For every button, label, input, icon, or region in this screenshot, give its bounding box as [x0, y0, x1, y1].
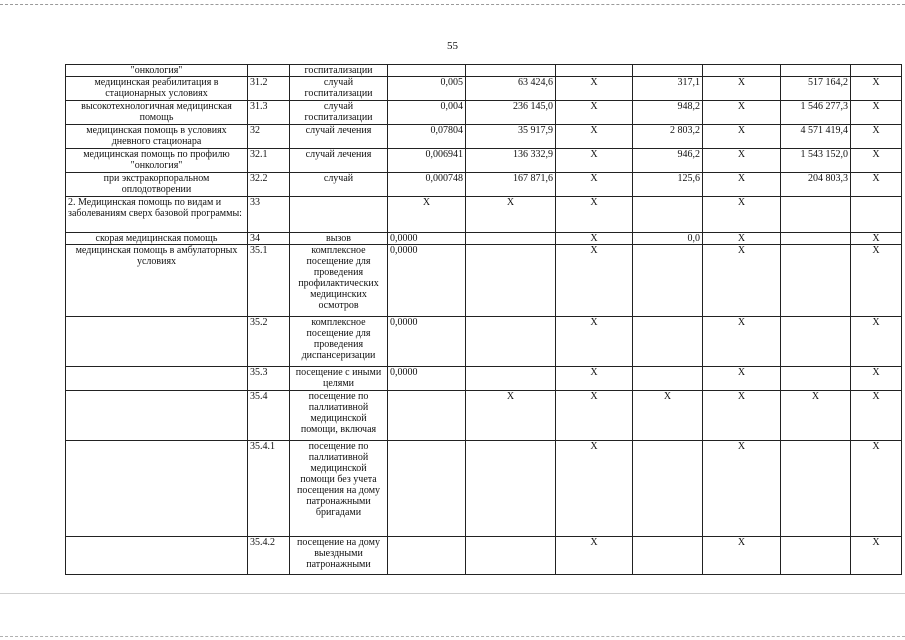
row-col10: X [851, 367, 902, 391]
row-col6: X [556, 367, 633, 391]
row-col7 [633, 65, 703, 77]
row-col9 [781, 367, 851, 391]
table-row [66, 149, 902, 173]
row-cost [466, 233, 556, 245]
row-code: 32 [248, 125, 290, 149]
row-col7: X [633, 391, 703, 441]
row-col6: X [556, 537, 633, 575]
row-norm [388, 441, 466, 537]
row-col10: X [851, 125, 902, 149]
table-row [66, 537, 902, 575]
row-unit [290, 197, 388, 233]
row-col9: 4 571 419,4 [781, 125, 851, 149]
row-col8: X [703, 245, 781, 317]
row-unit: посещение по паллиативной медицинской помощи без учета посещения на дому патронажными бригадами [290, 441, 388, 537]
row-col6: X [556, 391, 633, 441]
row-col8: X [703, 391, 781, 441]
row-unit: случай лечения [290, 149, 388, 173]
row-code: 34 [248, 233, 290, 245]
table-row [66, 173, 902, 197]
row-col10: X [851, 245, 902, 317]
row-name: медицинская помощь в амбулаторных условиях [66, 245, 248, 317]
row-name: медицинская помощь по профилю "онкология" [66, 149, 248, 173]
row-cost: X [466, 391, 556, 441]
row-col10: X [851, 391, 902, 441]
row-norm: 0,07804 [388, 125, 466, 149]
row-norm: 0,000748 [388, 173, 466, 197]
row-norm: X [388, 197, 466, 233]
row-col7 [633, 197, 703, 233]
row-col7: 2 803,2 [633, 125, 703, 149]
row-col6: X [556, 149, 633, 173]
row-norm: 0,0000 [388, 367, 466, 391]
row-col10: X [851, 101, 902, 125]
row-col10: X [851, 77, 902, 101]
table-row [66, 233, 902, 245]
row-name: 2. Медицинская помощь по видам и заболеваниям сверх базовой программы: [66, 197, 248, 233]
row-col7 [633, 367, 703, 391]
row-code [248, 65, 290, 77]
row-norm: 0,004 [388, 101, 466, 125]
row-cost: 167 871,6 [466, 173, 556, 197]
row-col7: 0,0 [633, 233, 703, 245]
row-col9: 1 543 152,0 [781, 149, 851, 173]
row-name: скорая медицинская помощь [66, 233, 248, 245]
row-col8: X [703, 317, 781, 367]
row-name: высокотехнологичная медицинская помощь [66, 101, 248, 125]
table-row [66, 101, 902, 125]
row-code: 35.2 [248, 317, 290, 367]
row-col8: X [703, 77, 781, 101]
table-row [66, 77, 902, 101]
row-col9: 517 164,2 [781, 77, 851, 101]
row-col10: X [851, 441, 902, 537]
row-col8: X [703, 101, 781, 125]
table-row [66, 65, 902, 77]
row-col7 [633, 317, 703, 367]
row-col6: X [556, 125, 633, 149]
row-cost [466, 537, 556, 575]
row-col8: X [703, 537, 781, 575]
row-unit: случай [290, 173, 388, 197]
row-name: "онкология" [66, 65, 248, 77]
table-row [66, 391, 902, 441]
scan-edge-bottom [0, 593, 905, 594]
row-col9: 204 803,3 [781, 173, 851, 197]
row-col6: X [556, 197, 633, 233]
row-col8: X [703, 125, 781, 149]
row-col9 [781, 317, 851, 367]
row-col7 [633, 537, 703, 575]
row-cost: 236 145,0 [466, 101, 556, 125]
row-norm: 0,0000 [388, 233, 466, 245]
row-col6: X [556, 233, 633, 245]
row-col9 [781, 441, 851, 537]
table-row [66, 441, 902, 537]
row-cost [466, 65, 556, 77]
row-col9 [781, 245, 851, 317]
row-norm [388, 537, 466, 575]
row-col6: X [556, 173, 633, 197]
row-col7: 317,1 [633, 77, 703, 101]
row-col10: X [851, 317, 902, 367]
row-unit: случай госпитализации [290, 101, 388, 125]
row-cost [466, 367, 556, 391]
page-number: 55 [447, 40, 458, 52]
row-col6: X [556, 441, 633, 537]
row-name [66, 317, 248, 367]
row-col9: X [781, 391, 851, 441]
table-body [66, 65, 902, 575]
row-norm [388, 65, 466, 77]
row-col9: 1 546 277,3 [781, 101, 851, 125]
row-col10: X [851, 173, 902, 197]
row-col9 [781, 537, 851, 575]
row-col10 [851, 65, 902, 77]
row-col7 [633, 245, 703, 317]
row-code: 32.2 [248, 173, 290, 197]
row-unit: комплексное посещение для проведения диспансеризации [290, 317, 388, 367]
row-col8: X [703, 233, 781, 245]
row-col10 [851, 197, 902, 233]
row-col8 [703, 65, 781, 77]
row-code: 35.1 [248, 245, 290, 317]
row-cost [466, 245, 556, 317]
row-code: 31.3 [248, 101, 290, 125]
row-unit: посещение по паллиативной медицинской помощи, включая [290, 391, 388, 441]
row-name: медицинская помощь в условиях дневного стационара [66, 125, 248, 149]
table-row [66, 367, 902, 391]
table-row [66, 125, 902, 149]
data-table [65, 64, 902, 575]
table-row [66, 197, 902, 233]
row-unit: случай лечения [290, 125, 388, 149]
row-unit: случай госпитализации [290, 77, 388, 101]
row-code: 35.4.2 [248, 537, 290, 575]
row-norm: 0,005 [388, 77, 466, 101]
row-col8: X [703, 173, 781, 197]
row-col8: X [703, 149, 781, 173]
row-cost: 136 332,9 [466, 149, 556, 173]
row-col9 [781, 65, 851, 77]
row-norm: 0,0000 [388, 317, 466, 367]
row-name [66, 441, 248, 537]
table-row [66, 317, 902, 367]
row-code: 32.1 [248, 149, 290, 173]
row-norm [388, 391, 466, 441]
row-code: 35.3 [248, 367, 290, 391]
row-col7: 946,2 [633, 149, 703, 173]
row-code: 31.2 [248, 77, 290, 101]
table-row [66, 245, 902, 317]
row-col8: X [703, 197, 781, 233]
scan-edge-top [0, 4, 905, 5]
row-code: 35.4 [248, 391, 290, 441]
row-name [66, 367, 248, 391]
row-col7: 125,6 [633, 173, 703, 197]
scan-edge-bottom-2 [0, 636, 905, 637]
row-col8: X [703, 441, 781, 537]
row-col10: X [851, 233, 902, 245]
row-cost: X [466, 197, 556, 233]
row-col7: 948,2 [633, 101, 703, 125]
row-col10: X [851, 149, 902, 173]
row-col8: X [703, 367, 781, 391]
row-norm: 0,0000 [388, 245, 466, 317]
row-unit: посещение с иными целями [290, 367, 388, 391]
row-name [66, 537, 248, 575]
row-code: 35.4.1 [248, 441, 290, 537]
row-cost [466, 441, 556, 537]
row-name: медицинская реабилитация в стационарных условиях [66, 77, 248, 101]
row-col6: X [556, 101, 633, 125]
row-norm: 0,006941 [388, 149, 466, 173]
row-name: при экстракорпоральном оплодотворении [66, 173, 248, 197]
row-cost: 35 917,9 [466, 125, 556, 149]
row-col6: X [556, 317, 633, 367]
row-unit: вызов [290, 233, 388, 245]
row-col9 [781, 233, 851, 245]
row-unit: посещение на дому выездными патронажными [290, 537, 388, 575]
row-col6 [556, 65, 633, 77]
row-col10: X [851, 537, 902, 575]
row-col9 [781, 197, 851, 233]
row-col7 [633, 441, 703, 537]
row-unit: комплексное посещение для проведения профилактических медицинских осмотров [290, 245, 388, 317]
row-cost [466, 317, 556, 367]
row-code: 33 [248, 197, 290, 233]
row-name [66, 391, 248, 441]
row-col6: X [556, 77, 633, 101]
row-unit: госпитализации [290, 65, 388, 77]
row-cost: 63 424,6 [466, 77, 556, 101]
row-col6: X [556, 245, 633, 317]
